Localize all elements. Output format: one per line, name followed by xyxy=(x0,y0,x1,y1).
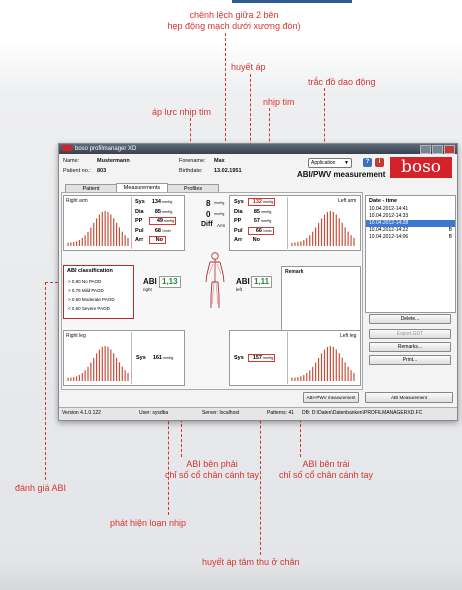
abi-classification-title: ABI classification xyxy=(67,268,113,274)
print-button[interactable]: Print... xyxy=(369,355,451,365)
annotation-pressure-diff-line2: hẹp động mạch dưới xương đòn) xyxy=(167,21,301,31)
right-arm-waveform xyxy=(66,209,130,247)
abi-class-row: > 0,50 Moderate PAOD xyxy=(68,297,115,302)
history-item-datetime: 10.04.2012-14:41 xyxy=(369,206,409,212)
measurement-key: Pul xyxy=(135,227,144,234)
annotation-abi-right-line1: ABI bên phải xyxy=(186,459,238,469)
left-leg-sys-value: 157 xyxy=(252,355,262,361)
history-list-item[interactable] xyxy=(366,213,455,220)
right-arm-row-dia xyxy=(135,209,172,215)
left-arm-row-arr xyxy=(234,237,261,243)
left-arm-panel xyxy=(229,195,361,251)
abi-class-row: > 0,90 No PAOD xyxy=(68,279,102,284)
annotation-abi-left xyxy=(279,459,373,481)
birthdate-value: 13.02.1951 xyxy=(214,168,242,174)
measurement-key: Arr xyxy=(234,237,243,243)
leader-line-abi-assessment xyxy=(45,282,46,480)
delete-button[interactable]: Delete... xyxy=(369,314,451,324)
body-figure-icon xyxy=(202,252,228,310)
name-label: Name: xyxy=(63,158,80,164)
remark-panel[interactable] xyxy=(281,266,361,332)
history-item-flag: B xyxy=(448,234,452,240)
tab-profiles[interactable]: Profiles xyxy=(167,184,219,193)
measurement-value: 68 xyxy=(154,227,161,234)
history-list-item[interactable] xyxy=(366,206,455,213)
history-item-datetime: 10.04.2012-14:22 xyxy=(369,227,409,233)
annotation-ankle-systolic: huyết áp tâm thu ở chân xyxy=(202,557,300,567)
annotation-abi-left-line2: chỉ số cổ chân cánh tay xyxy=(278,470,374,480)
diff-sys-value: 8 xyxy=(206,199,211,208)
left-arm-row-pp xyxy=(234,218,271,224)
remark-label: Remark xyxy=(285,269,304,275)
window-titlebar xyxy=(59,144,457,154)
info-icon[interactable]: i xyxy=(375,158,384,167)
annotation-abi-assessment: đánh giá ABI xyxy=(15,483,67,493)
diff-sub-label: Arm xyxy=(217,223,226,228)
annotation-abi-right xyxy=(165,459,259,481)
help-icon[interactable]: ? xyxy=(363,158,372,167)
measurement-unit: mmHg xyxy=(261,219,272,223)
right-arm-label: Right arm xyxy=(66,198,88,204)
measurement-value: No xyxy=(155,237,163,243)
right-arm-row-sys xyxy=(135,199,172,205)
forename-label: Forename: xyxy=(179,158,206,164)
measurement-history-list xyxy=(365,195,456,313)
tab-patient[interactable]: Patient xyxy=(65,184,117,193)
abi-right-label: ABI xyxy=(143,277,157,286)
right-leg-waveform xyxy=(66,344,130,382)
forename-value: Max xyxy=(214,158,225,164)
left-arm-waveform xyxy=(290,209,356,247)
right-arm-row-pul xyxy=(135,228,171,234)
abi-class-row: > 0,75 Mild PAOD xyxy=(68,288,104,293)
diff-label: Diff xyxy=(201,221,213,228)
window-controls xyxy=(419,145,455,155)
right-leg-sys-unit: mmHg xyxy=(163,356,174,360)
measurement-value: 85 xyxy=(154,208,161,215)
maximize-button[interactable] xyxy=(432,145,443,154)
application-dropdown[interactable] xyxy=(308,158,352,168)
history-item-datetime: 10.04.2012-14:33 xyxy=(369,213,409,219)
measurement-value: 134 xyxy=(151,199,161,205)
abi-measurement-button[interactable]: ABI Measurement xyxy=(365,392,453,403)
right-leg-sys-label: Sys xyxy=(136,355,146,361)
status-version: Version 4.1.0.122 xyxy=(62,410,101,416)
app-logo-icon xyxy=(62,145,72,151)
diff-sys-unit: mmHg xyxy=(214,201,225,205)
diff-dia-unit: mmHg xyxy=(214,212,225,216)
right-arm-panel xyxy=(63,195,185,251)
right-arm-row-arr xyxy=(135,237,166,243)
measurement-unit: mmHg xyxy=(162,209,173,214)
measurement-unit: mmHg xyxy=(164,219,175,223)
measurement-key: Dia xyxy=(135,208,144,215)
header-accent-bar xyxy=(232,0,352,3)
annotation-blood-pressure: huyết áp xyxy=(231,62,266,72)
right-leg-sys-row xyxy=(136,355,173,361)
status-bar xyxy=(59,407,457,420)
left-arm-row-pul xyxy=(234,228,274,234)
export-gdt-button[interactable]: Export GDT xyxy=(369,329,451,339)
measurement-key: PP xyxy=(135,218,143,224)
abi-left-side: left xyxy=(236,287,243,292)
abi-right-side: right xyxy=(143,287,152,292)
measurement-value: 66 xyxy=(255,227,262,234)
patient-number-label: Patient no.: xyxy=(63,168,91,174)
status-db: DB: D:\Daten\Datenbanken\PROFILMANAGERXD.FC xyxy=(302,410,423,416)
measurement-value: 57 xyxy=(253,218,260,224)
right-arm-row-pp xyxy=(135,218,176,224)
tab-measurements[interactable]: Measurements xyxy=(116,183,168,193)
history-list-item[interactable] xyxy=(366,220,455,227)
history-item-datetime: 10.04.2012-14:06 xyxy=(369,234,409,240)
status-user: User: sysdba xyxy=(139,410,169,416)
abi-class-row: < 0,50 Severe PAOD xyxy=(68,306,110,311)
left-leg-sys-row xyxy=(234,355,275,361)
abi-left-value: 1,11 xyxy=(251,276,272,288)
diff-dia-value: 0 xyxy=(206,210,211,219)
abi-pwv-measurement-button[interactable]: ABI+PWV measurement xyxy=(303,392,359,403)
history-list-item[interactable] xyxy=(366,234,455,241)
measurement-key: Sys xyxy=(234,199,244,205)
birthdate-label: Birthdate: xyxy=(179,168,203,174)
measurement-key: PP xyxy=(234,218,242,224)
annotation-pulse-chart: trắc đồ dao động xyxy=(308,77,376,87)
left-arm-row-sys xyxy=(234,199,275,205)
annotation-pulse-pressure: áp lực nhịp tim xyxy=(152,107,212,117)
measurement-unit: 1/min xyxy=(162,228,171,233)
right-leg-sys-value: 161 xyxy=(152,355,162,361)
left-leg-sys-label: Sys xyxy=(234,355,244,361)
annotation-abi-right-line2: chỉ số cổ chân cánh tay xyxy=(164,470,260,480)
page-title: ABI/PWV measurement xyxy=(297,170,386,179)
measurement-key: Dia xyxy=(234,208,243,215)
history-item-datetime: 10.04.2012-14:28 xyxy=(369,220,409,226)
measurement-value: 85 xyxy=(253,208,260,215)
measurement-key: Arr xyxy=(135,237,144,243)
right-leg-label: Right leg xyxy=(66,333,86,339)
abi-left-label: ABI xyxy=(236,277,250,286)
left-leg-waveform xyxy=(290,344,356,382)
annotation-pressure-diff-line1: chênh lệch giữa 2 bên xyxy=(189,10,279,20)
history-list-item[interactable] xyxy=(366,227,455,234)
left-arm-label: Left arm xyxy=(338,198,357,204)
annotation-arrhythmia: phát hiện loạn nhịp xyxy=(110,518,187,528)
leader-line-abi-assessment-h xyxy=(45,282,58,283)
patient-number-value: 803 xyxy=(97,168,107,174)
measurement-unit: mmHg xyxy=(263,200,274,204)
left-arm-row-dia xyxy=(234,209,271,215)
application-dropdown-label: Application xyxy=(311,160,336,166)
status-server: Server: localhost xyxy=(202,410,240,416)
name-value: Mustermann xyxy=(97,158,130,164)
status-patterns: Patterns: 41 xyxy=(267,410,294,416)
history-item-flag: B xyxy=(448,227,452,233)
abi-right-value: 1,13 xyxy=(159,276,181,288)
app-window xyxy=(58,143,458,421)
left-leg-sys-unit: mmHg xyxy=(263,356,274,360)
measurement-unit: mmHg xyxy=(162,200,173,204)
measurement-key: Sys xyxy=(135,199,145,205)
leader-line-pressure-diff xyxy=(225,33,226,151)
minimize-button[interactable] xyxy=(420,145,431,154)
close-button[interactable] xyxy=(444,145,455,154)
abi-classification-panel xyxy=(63,265,134,319)
chevron-down-icon: ▼ xyxy=(344,160,349,166)
measurement-unit: mmHg xyxy=(261,209,272,214)
measurement-unit: 1/min xyxy=(263,228,272,233)
left-leg-label: Left leg xyxy=(340,333,357,339)
measurement-value: 132 xyxy=(252,199,262,205)
history-header: Date - time xyxy=(369,198,398,204)
remarks-button[interactable]: Remarks... xyxy=(369,342,451,352)
right-leg-panel xyxy=(63,330,185,386)
annotation-abi-left-line1: ABI bên trái xyxy=(302,459,350,469)
annotation-heart-rate: nhịp tim xyxy=(263,97,295,107)
left-leg-panel xyxy=(229,330,361,386)
annotation-pressure-diff xyxy=(168,10,301,32)
measurement-value: No xyxy=(252,237,260,243)
brand-logo: boso xyxy=(390,157,452,178)
window-title: boso profilmanager XD xyxy=(75,146,137,152)
measurement-value: 49 xyxy=(156,218,163,224)
measurement-key: Pul xyxy=(234,227,243,234)
